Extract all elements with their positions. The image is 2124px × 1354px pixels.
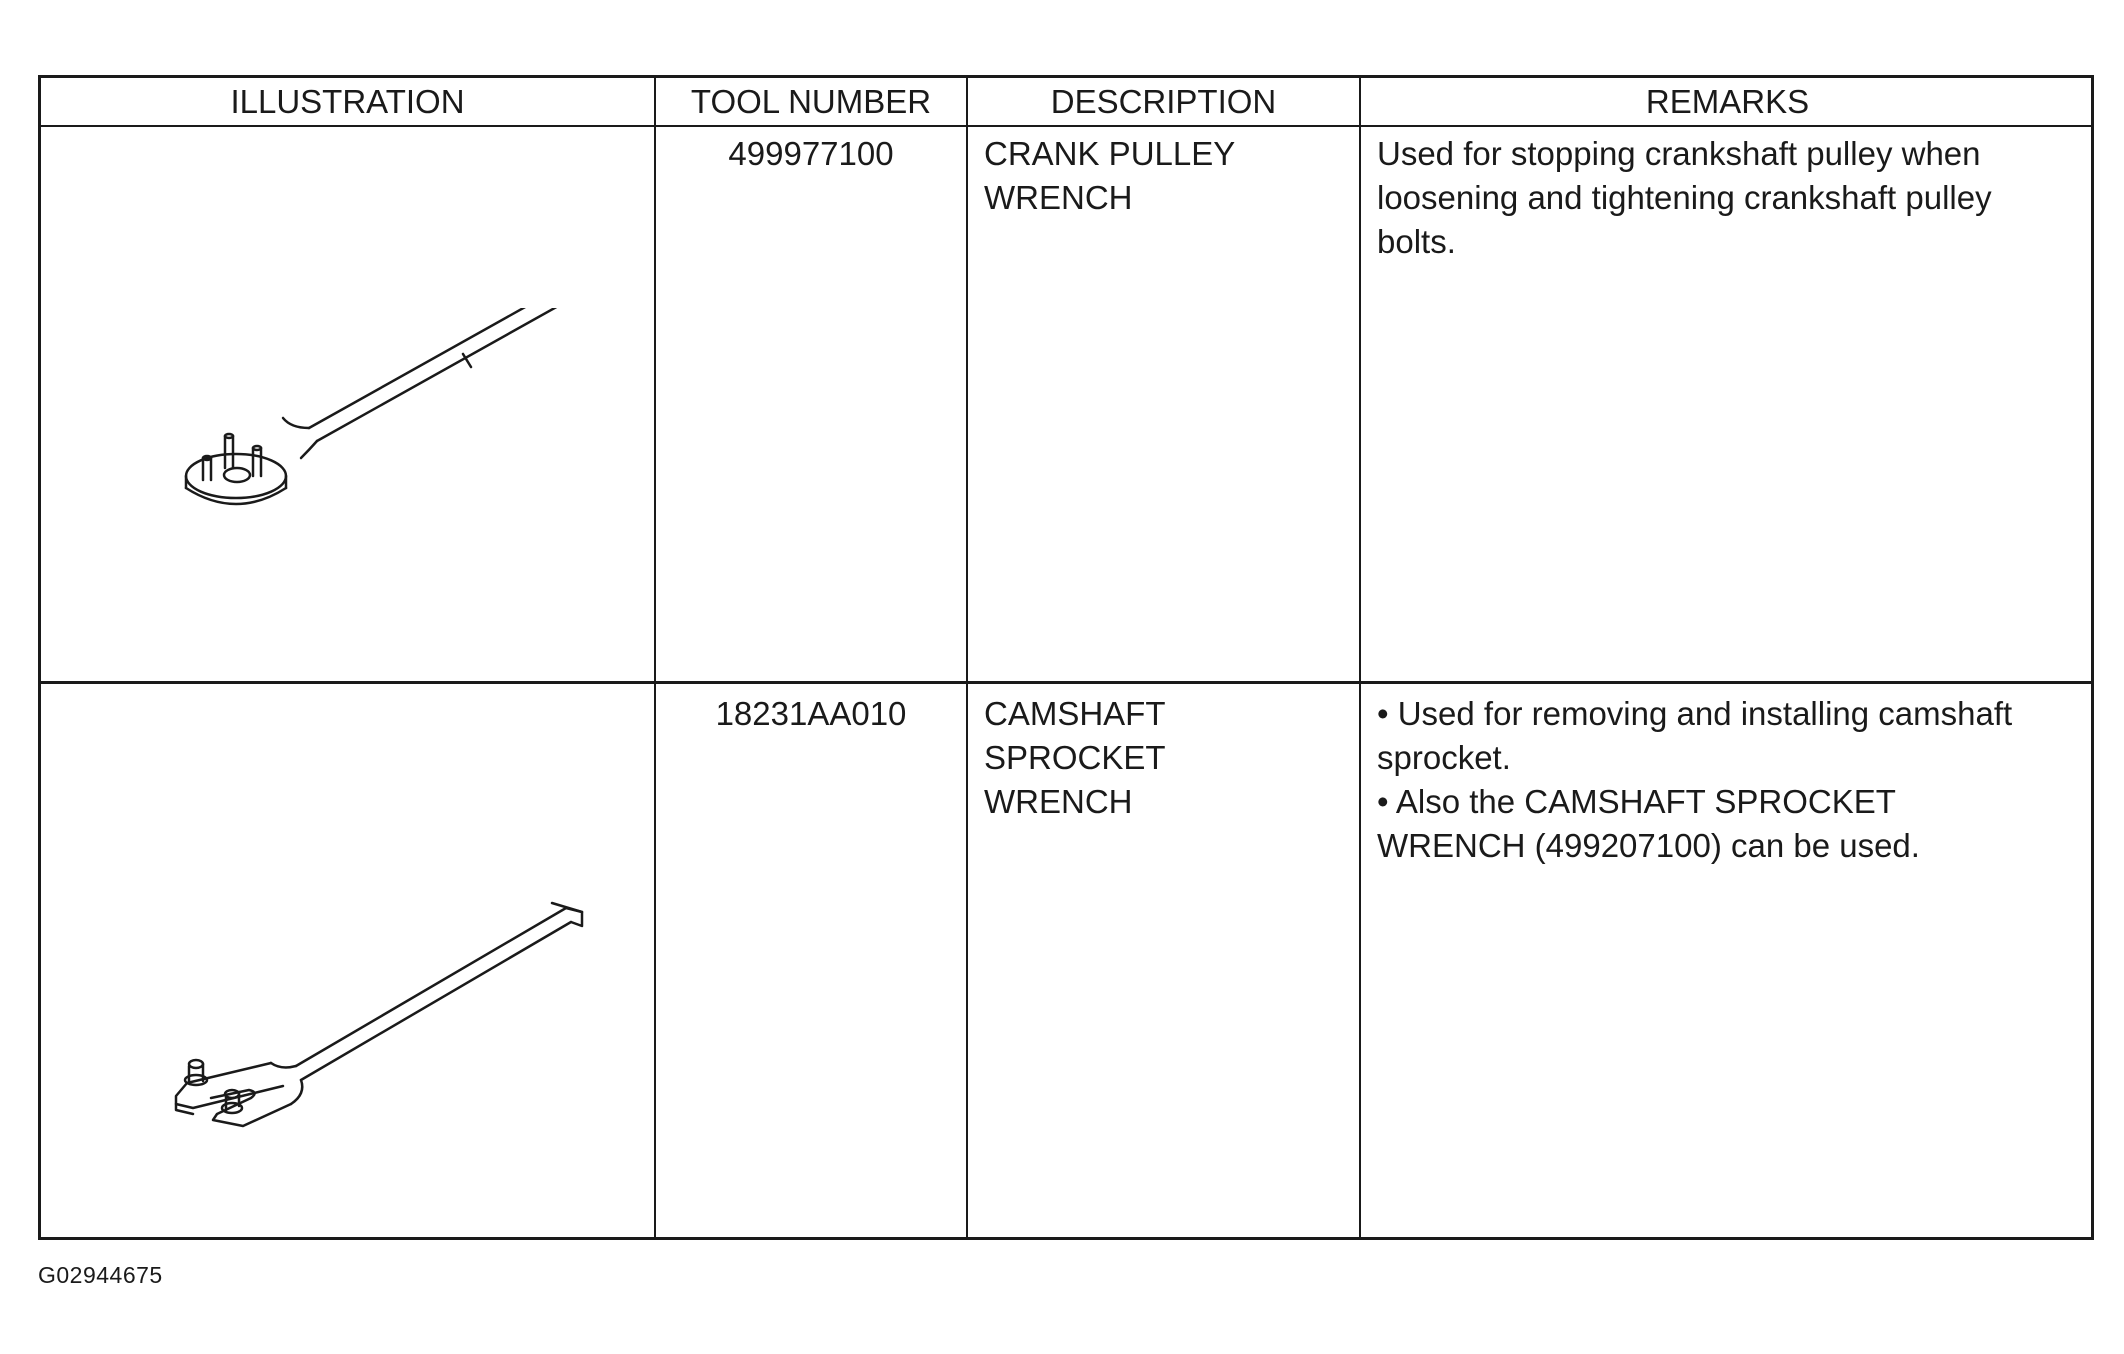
- column-divider: [654, 78, 656, 1237]
- remarks-line: Used for stopping crankshaft pulley when: [1377, 135, 1981, 172]
- remarks-line: loosening and tightening crankshaft pulley: [1377, 179, 1992, 216]
- header-description: DESCRIPTION: [1050, 83, 1277, 120]
- remarks-line: bolts.: [1377, 223, 1456, 260]
- remarks-cell: [1361, 692, 2094, 868]
- remarks-line: WRENCH (499207100) can be used.: [1377, 827, 1920, 864]
- description-line: WRENCH: [984, 783, 1133, 820]
- description-line: SPROCKET: [984, 739, 1166, 776]
- row-divider: [41, 681, 2091, 684]
- remarks-line: • Used for removing and installing camshaft: [1377, 695, 2013, 732]
- tool-number-cell: 499977100: [728, 135, 894, 172]
- special-tools-table: [38, 75, 2094, 1240]
- description-line: WRENCH: [984, 179, 1133, 216]
- header-illustration: ILLUSTRATION: [230, 83, 465, 120]
- description-cell: [968, 132, 1359, 220]
- description-line: CAMSHAFT: [984, 695, 1166, 732]
- header-remarks: REMARKS: [1645, 83, 1810, 120]
- remarks-line: sprocket.: [1377, 739, 1511, 776]
- camshaft-sprocket-wrench-icon: [131, 858, 611, 1183]
- remarks-line: • Also the CAMSHAFT SPROCKET: [1377, 783, 1896, 820]
- crank-pulley-wrench-icon: [141, 308, 601, 633]
- column-divider: [966, 78, 968, 1237]
- remarks-cell: [1361, 132, 2094, 264]
- tool-number-cell: 18231AA010: [715, 695, 907, 732]
- description-line: CRANK PULLEY: [984, 135, 1236, 172]
- figure-id: G02944675: [38, 1262, 163, 1288]
- header-tool-number: TOOL NUMBER: [690, 83, 932, 120]
- description-cell: [968, 692, 1359, 824]
